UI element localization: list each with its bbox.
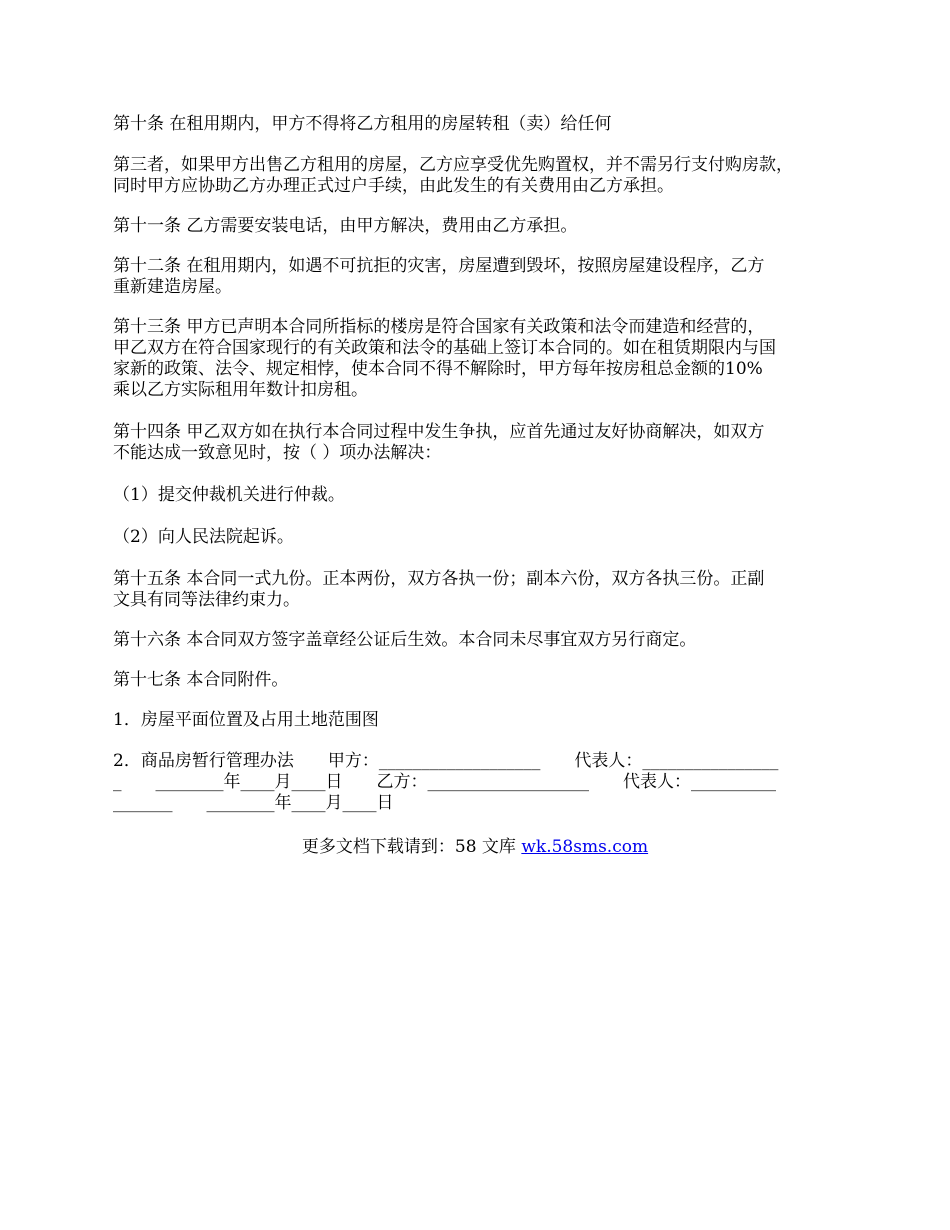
signature-line-1: 2．商品房暂行管理办法 甲方：___________________ 代表人：________________ [113, 751, 779, 771]
option-1-text: （1）提交仲裁机关进行仲裁。 [113, 485, 345, 505]
option-2-text: （2）向人民法院起诉。 [113, 527, 294, 547]
article-12-line-1: 第十二条 在租用期内，如遇不可抗拒的灾害，房屋遭到毁坏，按照房屋建设程序，乙方 [113, 256, 765, 276]
article-13 [113, 317, 853, 401]
article-15 [113, 569, 853, 611]
footer-text: 更多文档下载请到：58 文库 [301, 837, 522, 857]
signature-line-3: _______ ________年____月____日 [113, 793, 394, 813]
article-12 [113, 256, 853, 298]
article-14-line-1: 第十四条 甲乙双方如在执行本合同过程中发生争执，应首先通过友好协商解决，如双方 [113, 422, 765, 442]
attachment-1-text: 1．房屋平面位置及占用土地范围图 [113, 710, 379, 730]
article-14-line-2: 不能达成一致意见时，按（ ）项办法解决： [113, 443, 442, 463]
article-11 [113, 216, 853, 237]
article-13-line-3: 家新的政策、法令、规定相悖，使本合同不得不解除时，甲方每年按房租总金额的10% [113, 359, 763, 379]
article-13-line-4: 乘以乙方实际租用年数计扣房租。 [113, 380, 368, 400]
article-10-heading [113, 114, 853, 135]
article-17-line-1: 第十七条 本合同附件。 [113, 670, 289, 690]
signature-line-2: _ ________年____月____日 乙方：___________________ 代表人：__________ [113, 772, 776, 792]
article-10-line-2: 第三者，如果甲方出售乙方租用的房屋，乙方应享受优先购置权，并不需另行支付购房款， [113, 155, 793, 175]
article-13-line-1: 第十三条 甲方已声明本合同所指标的楼房是符合国家有关政策和法令而建造和经营的， [113, 317, 765, 337]
article-17 [113, 670, 853, 691]
article-11-line-1: 第十一条 乙方需要安装电话，由甲方解决，费用由乙方承担。 [113, 216, 578, 236]
option-2 [113, 527, 853, 548]
option-1 [113, 485, 853, 506]
article-14 [113, 422, 853, 464]
download-footer [0, 836, 950, 858]
article-15-line-2: 文具有同等法律约束力。 [113, 590, 300, 610]
article-10-line-3: 同时甲方应协助乙方办理正式过户手续，由此发生的有关费用由乙方承担。 [113, 176, 674, 196]
article-10-line-1: 第十条 在租用期内，甲方不得将乙方租用的房屋转租（卖）给任何 [113, 114, 612, 134]
attachment-1 [113, 710, 853, 731]
article-15-line-1: 第十五条 本合同一式九份。正本两份，双方各执一份；副本六份，双方各执三份。正副 [113, 569, 765, 589]
article-16 [113, 630, 853, 651]
article-10-body [113, 155, 853, 197]
article-12-line-2: 重新建造房屋。 [113, 277, 232, 297]
article-13-line-2: 甲乙双方在符合国家现行的有关政策和法令的基础上签订本合同的。如在租赁期限内与国 [113, 338, 776, 358]
signature-block [113, 751, 853, 814]
footer-link[interactable]: wk.58sms.com [521, 837, 649, 857]
article-16-line-1: 第十六条 本合同双方签字盖章经公证后生效。本合同未尽事宜双方另行商定。 [113, 630, 697, 650]
